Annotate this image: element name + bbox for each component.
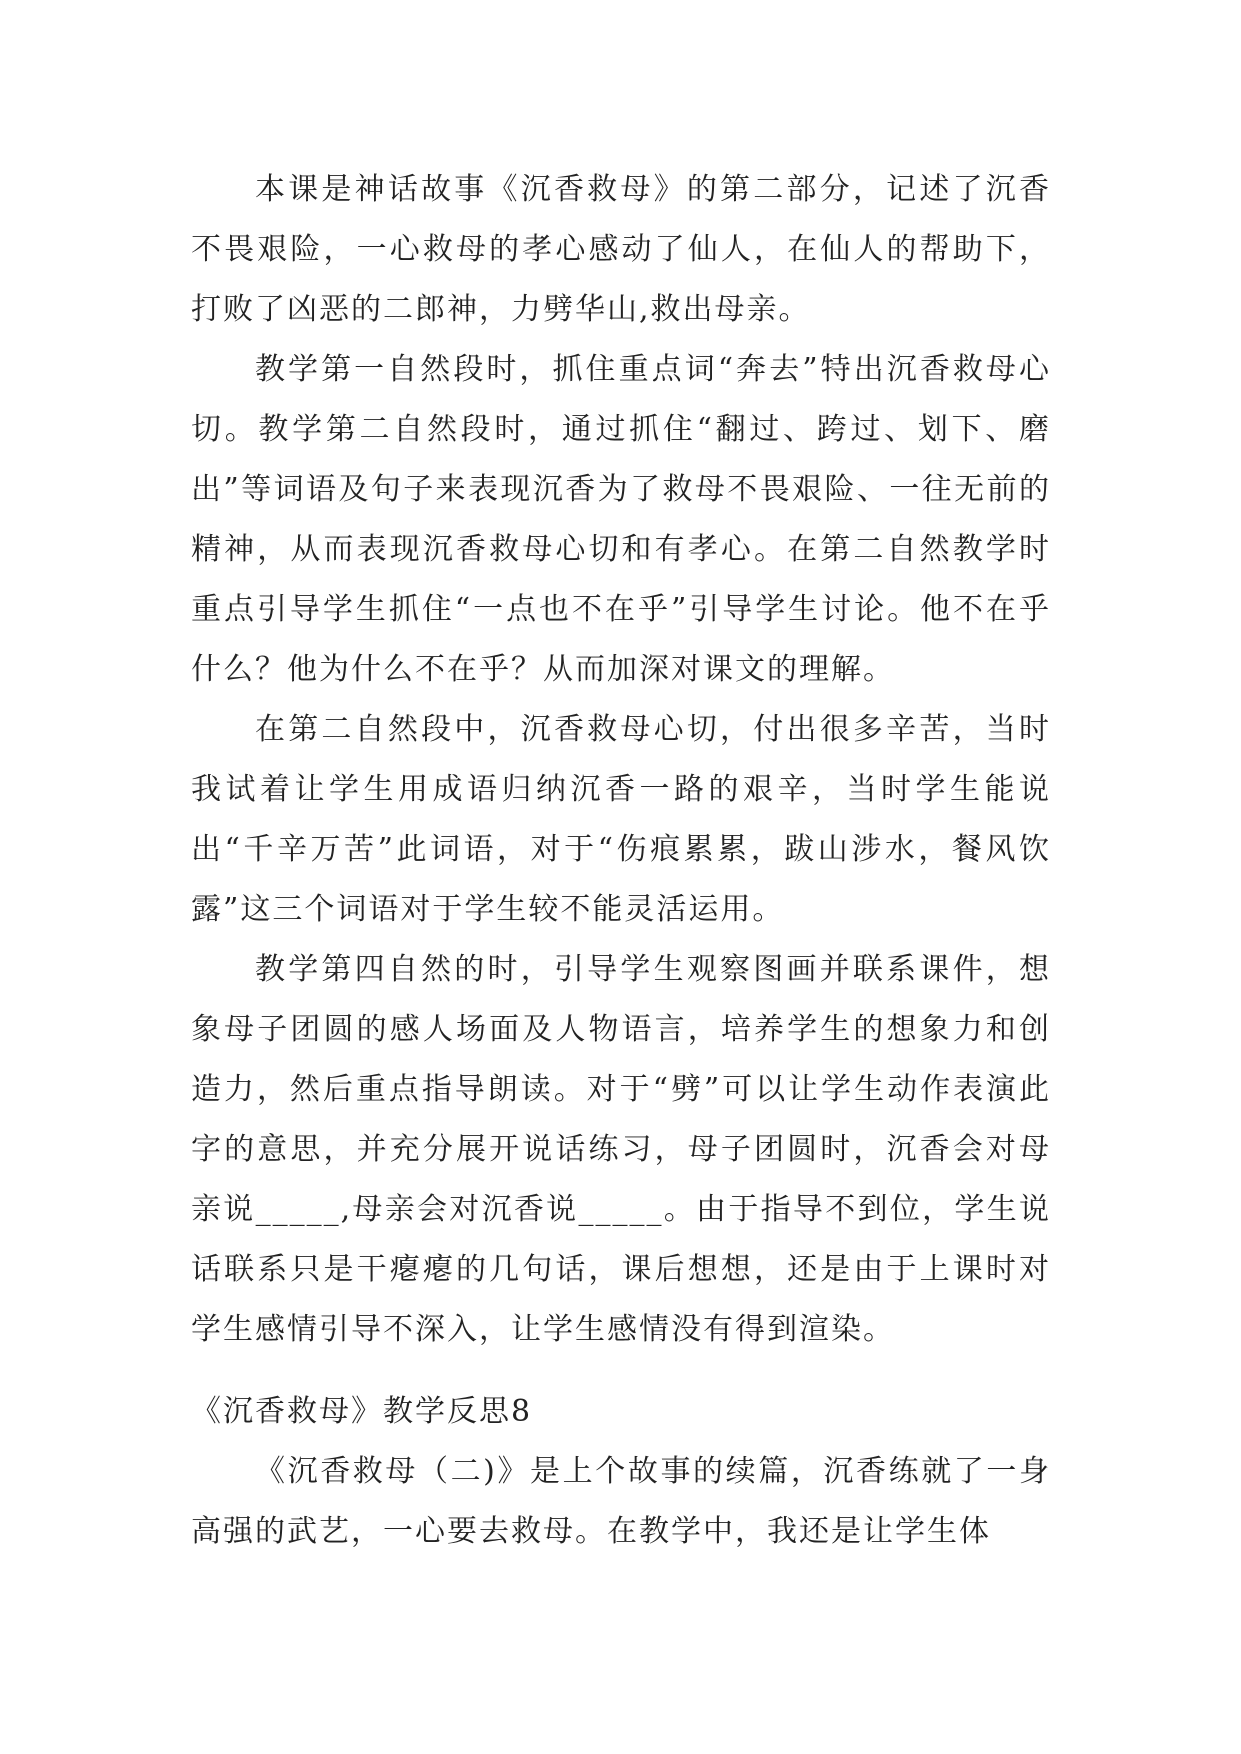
paragraph: 教学第一自然段时，抓住重点词“奔去”特出沉香救母心切。教学第二自然段时，通过抓住“翻过、跨过、划下、磨出”等词语及句子来表现沉香为了救母不畏艰险、一往无前的精神，从而表现沉香救母心切和有孝心。在第二自然教学时重点引导学生抓住“一点也不在乎”引导学生讨论。他不在乎什么？他为什么不在乎？从而加深对课文的理解。 <box>191 352 1051 687</box>
essay-body <box>191 160 1051 1360</box>
paragraph: 教学第四自然的时，引导学生观察图画并联系课件，想象母子团圆的感人场面及人物语言，培养学生的想象力和创造力，然后重点指导朗读。对于“劈”可以让学生动作表演此字的意思，并充分展开说话练习，母子团圆时，沉香会对母亲说_____,母亲会对沉香说_____。由于指导不到位，学生说话联系只是干瘪瘪的几句话，课后想想，还是由于上课时对学生感情引导不深入，让学生感情没有得到渲染。 <box>191 952 1051 1347</box>
paragraph: 在第二自然段中，沉香救母心切，付出很多辛苦，当时我试着让学生用成语归纳沉香一路的艰辛，当时学生能说出“千辛万苦”此词语，对于“伤痕累累，跋山涉水，餐风饮露”这三个词语对于学生较不能灵活运用。 <box>191 712 1051 927</box>
next-section <box>191 1382 1051 1562</box>
paragraph: 本课是神话故事《沉香救母》的第二部分，记述了沉香不畏艰险，一心救母的孝心感动了仙人，在仙人的帮助下，打败了凶恶的二郎神，力劈华山,救出母亲。 <box>191 172 1051 327</box>
paragraph: 《沉香救母（二)》是上个故事的续篇，沉香练就了一身高强的武艺，一心要去救母。在教学中，我还是让学生体 <box>191 1454 1051 1549</box>
section-heading: 《沉香救母》教学反思8 <box>191 1394 533 1429</box>
